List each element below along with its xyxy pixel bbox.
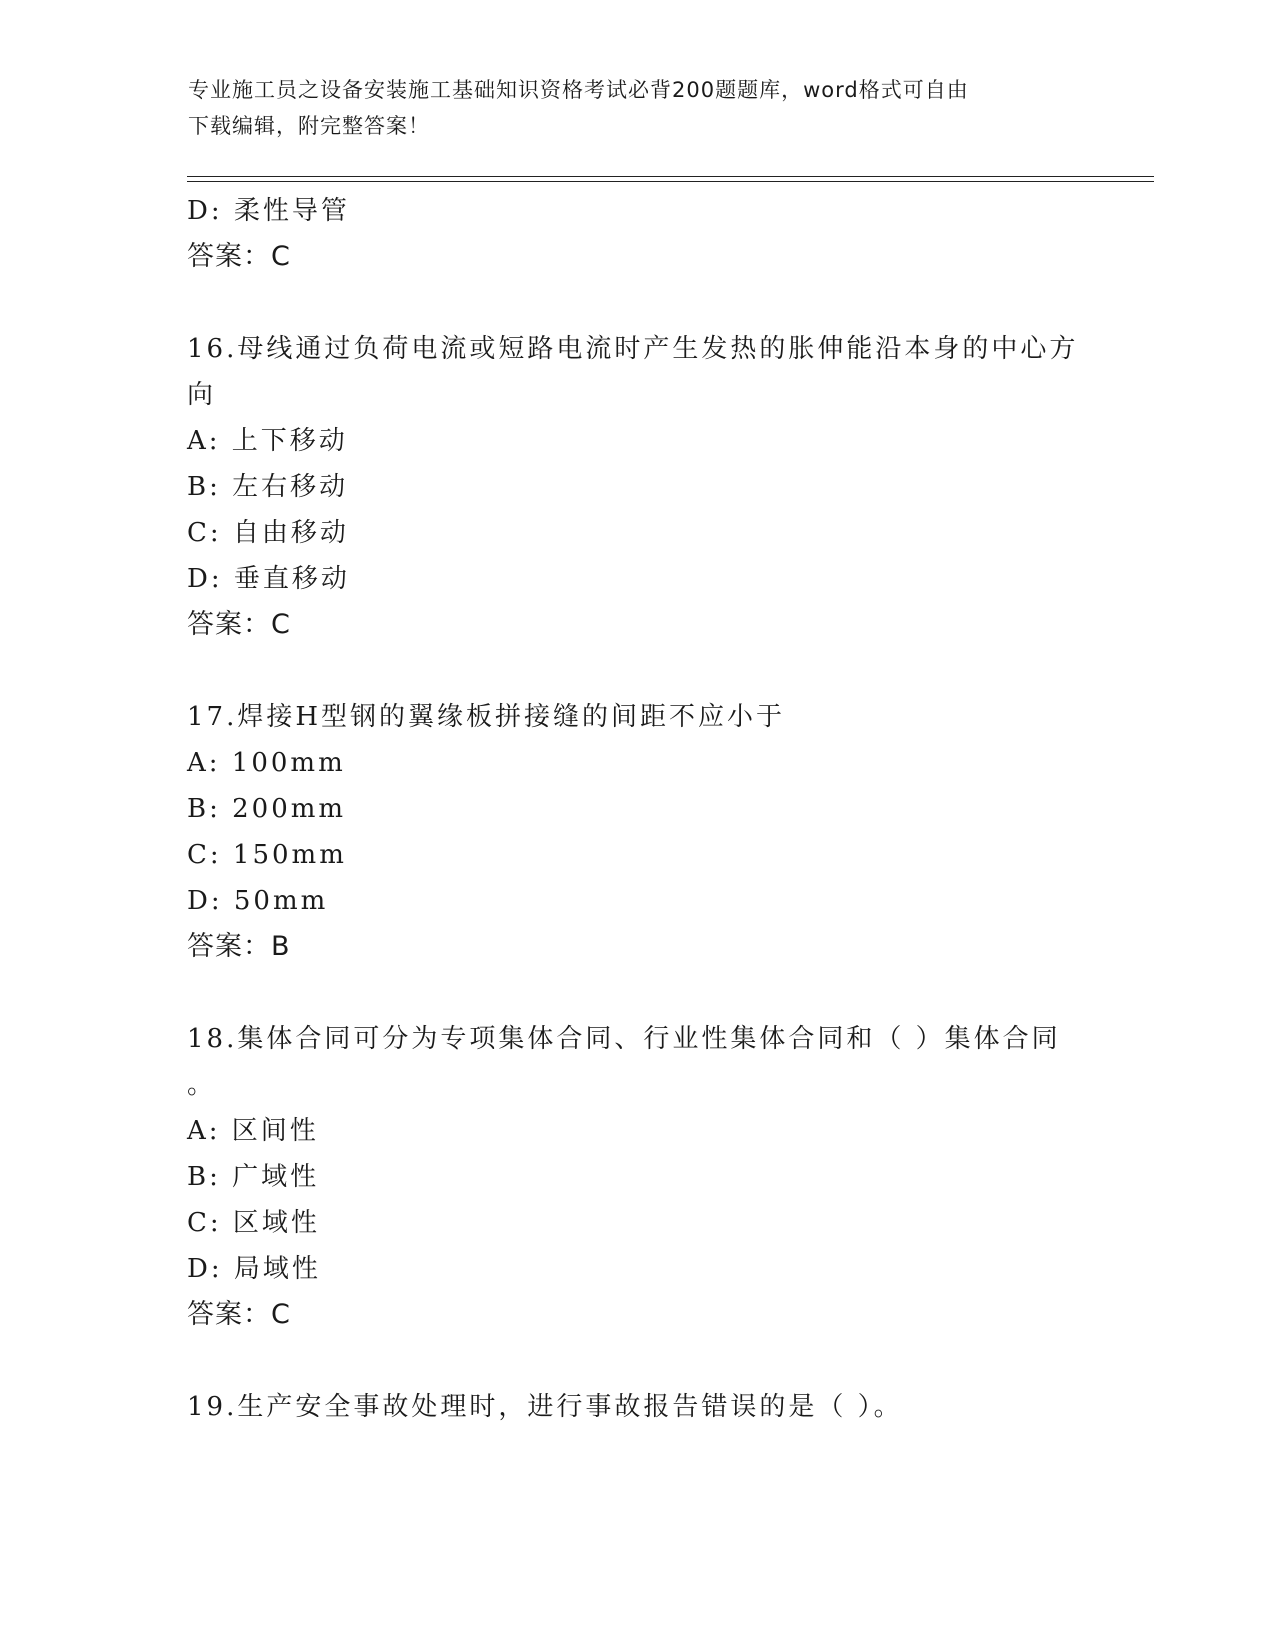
header-rule-bottom [187,181,1154,182]
option-b: B: 广域性 [187,1162,320,1192]
option-d: D: 局域性 [187,1254,321,1284]
prev-option-d: D: 柔性导管 [187,196,350,226]
question-19 [187,1384,1087,1430]
question-16 [187,326,1087,648]
question-stem-continued: 向 [187,380,217,410]
question-17 [187,694,1087,970]
spacer [187,648,1087,694]
question-stem: 18.集体合同可分为专项集体合同、行业性集体合同和（ ）集体合同 [187,1024,1061,1054]
question-stem: 17.焊接H型钢的翼缘板拼接缝的间距不应小于 [187,702,786,732]
document-header [188,72,1068,144]
question-content [187,188,1087,1430]
option-b: B: 左右移动 [187,472,349,502]
question-stem: 16.母线通过负荷电流或短路电流时产生发热的胀伸能沿本身的中心方 [187,334,1079,364]
option-c: C: 150mm [187,840,347,870]
header-rule-top [187,176,1154,177]
header-line-1: 专业施工员之设备安装施工基础知识资格考试必背200题题库，word格式可自由 [188,78,969,102]
spacer [187,970,1087,1016]
answer: 答案：B [187,931,291,962]
prev-answer: 答案：C [187,241,291,272]
option-c: C: 区域性 [187,1208,320,1238]
question-stem: 19.生产安全事故处理时，进行事故报告错误的是（ ）。 [187,1392,903,1422]
option-b: B: 200mm [187,794,347,824]
header-line-2: 下载编辑，附完整答案！ [188,114,430,138]
question-18 [187,1016,1087,1338]
option-a: A: 100mm [187,748,346,778]
option-d: D: 垂直移动 [187,564,350,594]
spacer [187,1338,1087,1384]
spacer [187,280,1087,326]
option-d: D: 50mm [187,886,329,916]
answer: 答案：C [187,1299,291,1330]
option-c: C: 自由移动 [187,518,349,548]
option-a: A: 上下移动 [187,426,348,456]
answer: 答案：C [187,609,291,640]
question-stem-continued: 。 [187,1070,217,1100]
option-a: A: 区间性 [187,1116,319,1146]
